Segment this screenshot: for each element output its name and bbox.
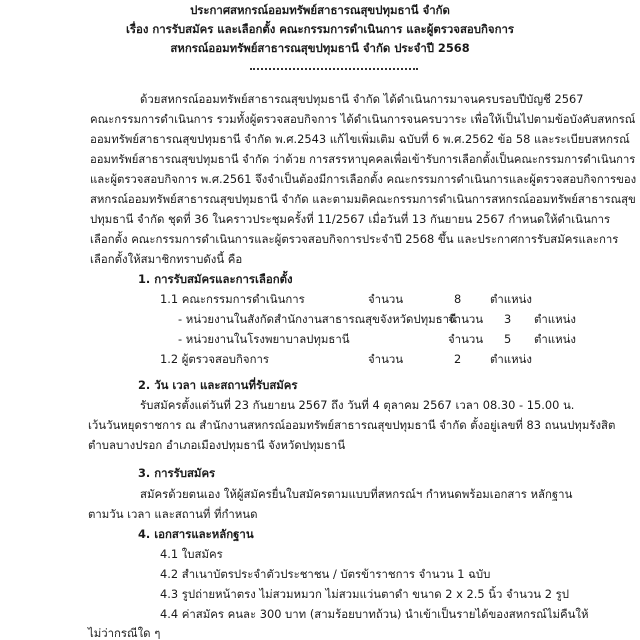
section-1-heading: 1. การรับสมัครและการเลือกตั้ง [138,272,293,286]
section-4-tail: ไม่ว่ากรณีใด ๆ [88,626,161,640]
row-1-word: จำนวน [368,292,404,306]
section-3-heading: 3. การรับสมัคร [138,466,216,480]
header-line-2: เรื่อง การรับสมัคร และเลือกตั้ง คณะกรรมการดำเนินการ และผู้ตรวจสอบกิจการ [126,22,514,36]
intro-line-9: เลือกตั้งให้สมาชิกทราบดังนี้ คือ [90,252,243,266]
intro-line-2: คณะกรรมการดำเนินการ รวมทั้งผู้ตรวจสอบกิจการ ได้ดำเนินการจนครบวาระ เพื่อให้เป็นไปตามข้อบังคับสหกรณ์ [90,112,636,126]
row-2-label: - หน่วยงานในสังกัดสำนักงานสาธารณสุขจังหวัดปทุมธานี [178,312,457,326]
row-1-label: 1.1 คณะกรรมการดำเนินการ [160,292,305,306]
intro-line-3: ออมทรัพย์สาธารณสุขปทุมธานี จำกัด พ.ศ.2543 แก้ไขเพิ่มเติม ฉบับที่ 6 พ.ศ.2562 ข้อ 58 และระเบียบสหกรณ์ [90,132,630,146]
intro-line-6: สหกรณ์ออมทรัพย์สาธารณสุขปทุมธานี จำกัด และตามมติคณะกรรมการดำเนินการสหกรณ์ออมทรัพย์สาธารณสุข [90,192,636,206]
row-3-word: จำนวน [448,332,484,346]
intro-line-5: และผู้ตรวจสอบกิจการ พ.ศ.2561 จึงจำเป็นต้องมีการเลือกตั้ง คณะกรรมการดำเนินการและผู้ตรวจสอบกิจการของ [90,172,637,186]
row-3-num: 5 [504,332,512,346]
row-3-label: - หน่วยงานในโรงพยาบาลปทุมธานี [178,332,350,346]
section-2-line-2: เว้นวันหยุดราชการ ณ สำนักงานสหกรณ์ออมทรัพย์สาธารณสุขปทุมธานี จำกัด ตั้งอยู่เลขที่ 83 ถนนปทุมรังสิต [88,418,616,432]
row-2-word: จำนวน [448,312,484,326]
section-3-line-2: ตามวัน เวลา และสถานที่ ที่กำหนด [88,507,258,521]
section-4-item-1: 4.1 ใบสมัคร [160,547,223,561]
section-4-item-3: 4.3 รูปถ่ายหน้าตรง ไม่สวมหมวก ไม่สวมแว่นตาดำ ขนาด 2 x 2.5 นิ้ว จำนวน 2 รูป [160,587,569,601]
row-1-num: 8 [454,292,462,306]
row-4-num: 2 [454,352,462,366]
section-2-heading: 2. วัน เวลา และสถานที่รับสมัคร [138,378,298,392]
section-2-line-1: รับสมัครตั้งแต่วันที่ 23 กันยายน 2567 ถึง วันที่ 4 ตุลาคม 2567 เวลา 08.30 - 15.00 น. [140,398,575,412]
intro-line-4: ออมทรัพย์สาธารณสุขปทุมธานี จำกัด ว่าด้วย การสรรหาบุคคลเพื่อเข้ารับการเลือกตั้งเป็นคณะกรรมการดำเนินการ [90,152,636,166]
row-1-unit: ตำแหน่ง [490,292,532,306]
intro-line-7: ปทุมธานี จำกัด ชุดที่ 36 ในคราวประชุมครั้งที่ 11/2567 เมื่อวันที่ 13 กันยายน 2567 กำหนดให้ดำเนินการ [90,212,611,226]
section-4-item-2: 4.2 สำเนาบัตรประจำตัวประชาชน / บัตรข้าราชการ จำนวน 1 ฉบับ [160,567,491,581]
header-line-1: ประกาศสหกรณ์ออมทรัพย์สาธารณสุขปทุมธานี จำกัด [190,3,450,17]
section-4-item-4: 4.4 ค่าสมัคร คนละ 300 บาท (สามร้อยบาทถ้วน) นำเข้าเป็นรายได้ของสหกรณ์ไม่คืนให้ [160,607,589,621]
row-4-label: 1.2 ผู้ตรวจสอบกิจการ [160,352,270,366]
row-3-unit: ตำแหน่ง [534,332,576,346]
section-2-line-3: ตำบลบางปรอก อำเภอเมืองปทุมธานี จังหวัดปทุมธานี [88,438,346,452]
row-4-word: จำนวน [368,352,404,366]
section-3-line-1: สมัครด้วยตนเอง ให้ผู้สมัครยื่นใบสมัครตามแบบที่สหกรณ์ฯ กำหนดพร้อมเอกสาร หลักฐาน [140,487,573,501]
intro-line-1: ด้วยสหกรณ์ออมทรัพย์สาธารณสุขปทุมธานี จำกัด ได้ดำเนินการมาจนครบรอบปีบัญชี 2567 [140,92,584,106]
row-4-unit: ตำแหน่ง [490,352,532,366]
section-4-heading: 4. เอกสารและหลักฐาน [138,527,254,541]
header-line-3: สหกรณ์ออมทรัพย์สาธารณสุขปทุมธานี จำกัด ประจำปี 2568 [170,41,470,55]
row-2-num: 3 [504,312,512,326]
header-divider [250,68,418,70]
row-2-unit: ตำแหน่ง [534,312,576,326]
intro-line-8: เลือกตั้ง คณะกรรมการดำเนินการและผู้ตรวจสอบกิจการประจำปี 2568 ขึ้น และประกาศการรับสมัครและการ [90,232,619,246]
